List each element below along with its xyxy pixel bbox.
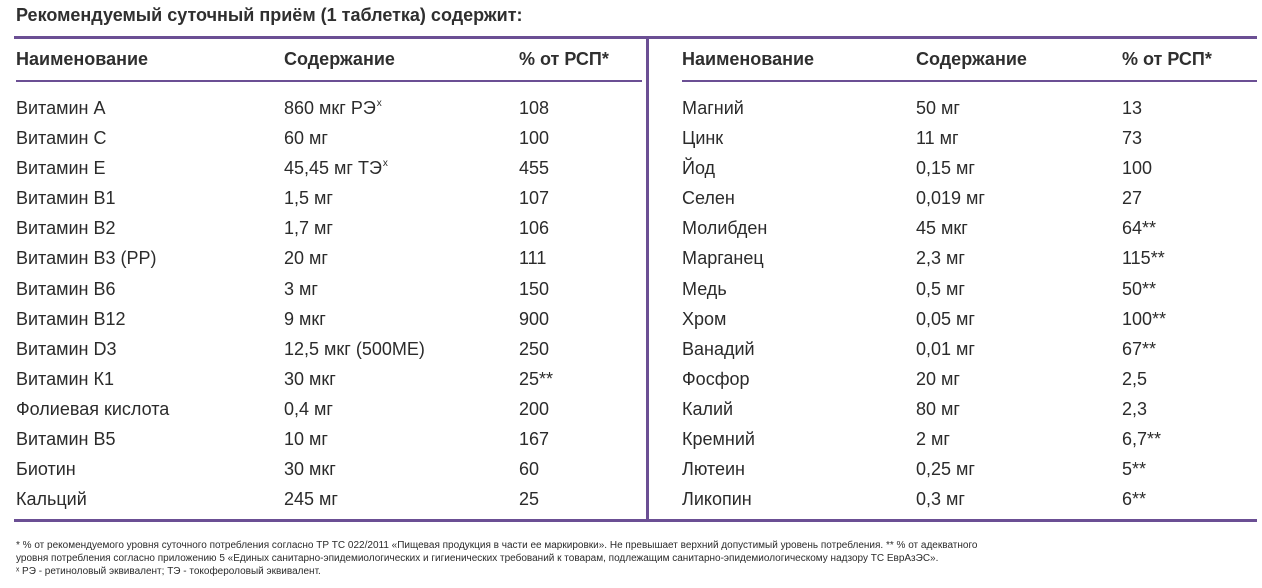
footnote-line: * % от рекомендуемого уровня суточного потребления согласно ТР ТС 022/2011 «Пищевая продукция в части ее маркировки». Не превышает верхний допустимый уровень потребления. ** % от адекватного bbox=[16, 540, 978, 551]
nutrient-name: Калий bbox=[682, 398, 734, 419]
amount-value: 20 мг bbox=[916, 368, 960, 389]
nutrient-amount bbox=[916, 128, 959, 149]
footnotes bbox=[16, 539, 1251, 578]
table-row bbox=[16, 124, 642, 154]
table-row bbox=[16, 244, 642, 274]
nutrient-percent: 107 bbox=[519, 188, 550, 209]
nutrient-amount bbox=[284, 489, 338, 510]
nutrient-name: Цинк bbox=[682, 128, 724, 149]
nutrient-percent: 100 bbox=[1122, 158, 1153, 179]
nutrient-amount bbox=[284, 279, 318, 300]
nutrient-name: Витамин В6 bbox=[16, 278, 116, 299]
nutrient-name: Марганец bbox=[682, 248, 764, 269]
amount-value: 30 мкг bbox=[284, 368, 336, 389]
footnote-line: уровня потребления согласно приложению 5 «Единых санитарно-эпидемиологических и гигиенических требований к товарам, подлежащим санитарно-эпидемиологическому надзору ТС ЕврАзЭС». bbox=[16, 553, 939, 564]
nutrient-percent: 6** bbox=[1122, 489, 1147, 510]
amount-value: 11 мг bbox=[916, 128, 959, 149]
header-amount: Содержание bbox=[916, 49, 1027, 69]
nutrient-amount bbox=[916, 279, 965, 300]
nutrient-amount bbox=[284, 188, 333, 209]
table-row bbox=[16, 154, 642, 184]
nutrient-amount bbox=[916, 429, 950, 450]
amount-value: 860 мкг РЭ bbox=[284, 98, 376, 118]
right-table-half bbox=[682, 39, 1257, 515]
nutrient-percent: 13 bbox=[1122, 98, 1143, 118]
footnote-mark: x bbox=[376, 98, 382, 109]
nutrient-percent: 100** bbox=[1122, 308, 1167, 329]
nutrient-amount bbox=[916, 459, 975, 480]
nutrient-name: Ликопин bbox=[682, 489, 752, 510]
nutrient-amount bbox=[916, 248, 965, 269]
table-row bbox=[682, 305, 1257, 335]
nutrient-amount bbox=[284, 339, 425, 360]
nutrient-percent: 108 bbox=[519, 98, 550, 118]
column-divider bbox=[646, 36, 649, 522]
nutrient-amount bbox=[916, 188, 985, 209]
table-row bbox=[682, 455, 1257, 485]
amount-value: 0,3 мг bbox=[916, 489, 965, 510]
nutrient-name: Селен bbox=[682, 188, 735, 209]
amount-value: 0,4 мг bbox=[284, 398, 333, 419]
amount-value: 1,7 мг bbox=[284, 218, 333, 239]
nutrient-amount bbox=[284, 369, 336, 390]
amount-value: 2 мг bbox=[916, 429, 950, 450]
nutrient-percent: 100 bbox=[519, 128, 550, 149]
nutrient-percent: 2,5 bbox=[1122, 368, 1148, 389]
table-row bbox=[16, 395, 642, 425]
table-row bbox=[682, 395, 1257, 425]
nutrient-amount bbox=[916, 158, 975, 179]
nutrient-percent: 200 bbox=[519, 398, 550, 419]
nutrient-amount bbox=[284, 399, 333, 420]
nutrient-percent: 60 bbox=[519, 459, 540, 480]
table-row bbox=[16, 214, 642, 244]
amount-value: 9 мкг bbox=[284, 308, 326, 329]
table-row bbox=[682, 94, 1257, 124]
nutrient-percent: 900 bbox=[519, 308, 550, 329]
nutrient-percent: 27 bbox=[1122, 188, 1143, 209]
amount-value: 80 мг bbox=[916, 398, 960, 419]
amount-value: 0,05 мг bbox=[916, 308, 975, 329]
nutrient-name: Биотин bbox=[16, 459, 76, 480]
header-name: Наименование bbox=[16, 49, 149, 69]
nutrient-percent: 50** bbox=[1122, 278, 1157, 299]
nutrient-amount bbox=[916, 489, 965, 510]
nutrient-amount bbox=[916, 369, 960, 390]
nutrient-amount bbox=[284, 248, 328, 269]
nutrient-percent: 2,3 bbox=[1122, 398, 1148, 419]
nutrient-name: Кальций bbox=[16, 489, 87, 510]
amount-value: 3 мг bbox=[284, 278, 318, 299]
nutrient-amount bbox=[916, 309, 975, 330]
page-title: Рекомендуемый суточный приём (1 таблетка) содержит: bbox=[16, 5, 523, 25]
nutrient-amount bbox=[284, 128, 328, 149]
nutrient-percent: 64** bbox=[1122, 218, 1157, 239]
amount-value: 45,45 мг ТЭ bbox=[284, 158, 382, 179]
nutrient-percent: 455 bbox=[519, 158, 550, 179]
table-row bbox=[682, 275, 1257, 305]
amount-value: 0,15 мг bbox=[916, 158, 975, 179]
nutrient-name: Витамин В2 bbox=[16, 218, 116, 239]
nutrient-amount bbox=[284, 309, 326, 330]
amount-value: 1,5 мг bbox=[284, 188, 333, 209]
header-amount: Содержание bbox=[284, 49, 395, 69]
amount-value: 45 мкг bbox=[916, 218, 968, 239]
nutrient-name: Витамин К1 bbox=[16, 368, 114, 389]
nutrient-percent: 6,7** bbox=[1122, 429, 1162, 450]
nutrient-name: Йод bbox=[682, 158, 716, 179]
nutrient-amount bbox=[916, 339, 975, 360]
nutrient-name: Витамин Е bbox=[16, 158, 106, 179]
nutrient-name: Фолиевая кислота bbox=[16, 398, 170, 419]
table-row bbox=[16, 365, 642, 395]
amount-value: 20 мг bbox=[284, 248, 328, 269]
nutrient-percent: 73 bbox=[1122, 128, 1143, 149]
header-name: Наименование bbox=[682, 49, 815, 69]
table-row bbox=[682, 154, 1257, 184]
table-row bbox=[682, 214, 1257, 244]
table-row bbox=[16, 335, 642, 365]
nutrient-percent: 167 bbox=[519, 429, 550, 450]
table-row bbox=[16, 425, 642, 455]
nutrient-name: Медь bbox=[682, 278, 727, 299]
left-table-half bbox=[16, 39, 642, 515]
header-percent: % от РСП* bbox=[519, 49, 609, 69]
nutrient-name: Лютеин bbox=[682, 459, 745, 480]
nutrient-amount bbox=[284, 459, 336, 480]
header-percent: % от РСП* bbox=[1122, 49, 1212, 69]
nutrient-name: Витамин В3 (РР) bbox=[16, 248, 157, 269]
nutrient-name: Витамин А bbox=[16, 98, 106, 118]
left-header-row bbox=[16, 39, 642, 82]
nutrient-name: Хром bbox=[682, 308, 727, 329]
footnote-line: ˣ РЭ - ретиноловый эквивалент; ТЭ - токофероловый эквивалент. bbox=[16, 566, 321, 577]
nutrient-percent: 111 bbox=[519, 248, 547, 269]
nutrient-percent: 25 bbox=[519, 489, 540, 510]
nutrient-name: Витамин С bbox=[16, 128, 107, 149]
table-row bbox=[16, 485, 642, 515]
nutrient-amount bbox=[916, 218, 968, 239]
nutrient-percent: 25** bbox=[519, 368, 554, 389]
nutrient-amount bbox=[916, 399, 960, 420]
nutrient-amount bbox=[284, 98, 382, 119]
nutrient-name: Витамин В5 bbox=[16, 429, 116, 450]
amount-value: 0,5 мг bbox=[916, 278, 965, 299]
nutrient-name: Витамин В12 bbox=[16, 308, 126, 329]
nutrient-name: Витамин D3 bbox=[16, 338, 117, 359]
nutrient-name: Витамин В1 bbox=[16, 188, 116, 209]
nutrient-percent: 106 bbox=[519, 218, 550, 239]
right-header-row bbox=[682, 39, 1257, 82]
table-row bbox=[682, 365, 1257, 395]
nutrient-name: Магний bbox=[682, 98, 744, 118]
amount-value: 12,5 мкг (500МЕ) bbox=[284, 338, 425, 359]
table-row bbox=[682, 124, 1257, 154]
left-rows bbox=[16, 94, 642, 515]
footnote-mark: x bbox=[382, 158, 388, 170]
nutrient-percent: 67** bbox=[1122, 338, 1157, 359]
nutrient-percent: 250 bbox=[519, 338, 550, 359]
nutrient-amount bbox=[284, 218, 333, 239]
table-row bbox=[682, 425, 1257, 455]
table-row bbox=[16, 275, 642, 305]
nutrient-amount bbox=[916, 98, 960, 119]
table-row bbox=[16, 94, 642, 124]
amount-value: 2,3 мг bbox=[916, 248, 965, 269]
nutrient-percent: 5** bbox=[1122, 459, 1147, 480]
table-row bbox=[682, 335, 1257, 365]
nutrient-percent: 150 bbox=[519, 278, 550, 299]
table-row bbox=[16, 184, 642, 214]
nutrient-name: Фосфор bbox=[682, 368, 750, 389]
table-row bbox=[682, 485, 1257, 515]
table-row bbox=[682, 184, 1257, 214]
nutrient-name: Ванадий bbox=[682, 338, 755, 359]
amount-value: 60 мг bbox=[284, 128, 328, 149]
amount-value: 0,01 мг bbox=[916, 338, 975, 359]
table-row bbox=[16, 455, 642, 485]
amount-value: 0,019 мг bbox=[916, 188, 985, 209]
amount-value: 245 мг bbox=[284, 489, 338, 510]
amount-value: 10 мг bbox=[284, 429, 328, 450]
nutrient-amount bbox=[284, 158, 388, 179]
nutrient-percent: 115** bbox=[1122, 248, 1165, 269]
amount-value: 30 мкг bbox=[284, 459, 336, 480]
nutrient-name: Кремний bbox=[682, 429, 755, 450]
amount-value: 0,25 мг bbox=[916, 459, 975, 480]
right-rows bbox=[682, 94, 1257, 515]
nutrient-name: Молибден bbox=[682, 218, 768, 239]
table-row bbox=[16, 305, 642, 335]
nutrient-amount bbox=[284, 429, 328, 450]
table-row bbox=[682, 244, 1257, 274]
amount-value: 50 мг bbox=[916, 98, 960, 118]
